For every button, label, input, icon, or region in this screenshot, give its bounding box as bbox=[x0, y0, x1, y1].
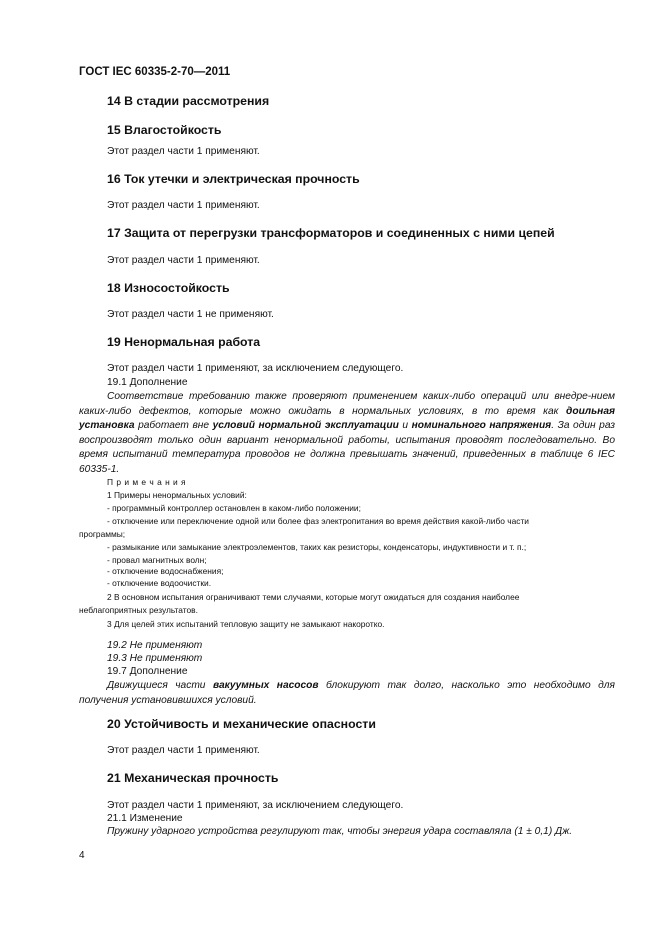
section-19-heading: 19 Ненормальная работа bbox=[107, 335, 261, 349]
subsection-19-3: 19.3 Не применяют bbox=[107, 653, 203, 664]
section-18-heading: 18 Износостойкость bbox=[107, 281, 230, 295]
section-17-heading: 17 Защита от перегрузки трансформаторов и соединенных с ними цепей bbox=[107, 226, 555, 240]
section-15-heading: 15 Влагостойкость bbox=[107, 123, 222, 137]
para-text: Движущиеся части bbox=[107, 680, 213, 691]
section-20-heading: 20 Устойчивость и механические опасности bbox=[107, 717, 376, 731]
section-18-text: Этот раздел части 1 не применяют. bbox=[107, 309, 274, 320]
section-16-text: Этот раздел части 1 применяют. bbox=[107, 200, 260, 211]
subsection-19-2: 19.2 Не применяют bbox=[107, 640, 203, 651]
para-text: работает вне bbox=[134, 420, 213, 432]
subsection-19-1: 19.1 Дополнение bbox=[107, 377, 188, 388]
note-bullet: - программный контроллер остановлен в каком-либо положении; bbox=[107, 503, 361, 513]
section-21-1-paragraph: Пружину ударного устройства регулируют так, чтобы энергия удара составляла (1 ± 0,1) Дж. bbox=[107, 826, 573, 837]
note-bullet: - отключение водоочистки. bbox=[107, 578, 212, 588]
term-milking-unit: доильная установка bbox=[79, 405, 615, 432]
note-bullet: - размыкание или замыкание электроэлементов, таких как резисторы, конденсаторы, индуктивности и т. п.; bbox=[107, 542, 527, 552]
term-vacuum-pumps: вакуумных насосов bbox=[212, 680, 319, 691]
section-17-text: Этот раздел части 1 применяют. bbox=[107, 255, 260, 266]
subsection-21-1: 21.1 Изменение bbox=[107, 813, 183, 824]
section-19-7-paragraph bbox=[79, 679, 615, 708]
para-text: блокируют так долго, насколько это необходимо для получения установившихся условий. bbox=[79, 680, 615, 706]
note-2: 2 В основном испытания ограничивают теми случаями, которые могут ожидаться для создания наиболее bbox=[107, 592, 520, 602]
section-21-text: Этот раздел части 1 применяют, за исключением следующего. bbox=[107, 800, 404, 811]
document-header: ГОСТ IEC 60335-2-70—2011 bbox=[79, 66, 231, 78]
section-15-text: Этот раздел части 1 применяют. bbox=[107, 146, 260, 157]
note-2-continuation: неблагоприятных результатов. bbox=[79, 605, 198, 615]
para-text: Соответствие требованию также проверяют применением каких-либо операций или внедре-нием каких-либо дефектов, которые можно ожидать в нормальных условиях, в то время как bbox=[79, 391, 615, 417]
section-19-text: Этот раздел части 1 применяют, за исключением следующего. bbox=[107, 363, 404, 374]
note-3: 3 Для целей этих испытаний тепловую защиту не замыкают накоротко. bbox=[107, 619, 385, 629]
page-number: 4 bbox=[79, 850, 85, 861]
section-19-1-paragraph bbox=[79, 390, 615, 478]
section-20-text: Этот раздел части 1 применяют. bbox=[107, 745, 260, 756]
note-bullet: - провал магнитных волн; bbox=[107, 555, 207, 565]
section-21-heading: 21 Механическая прочность bbox=[107, 771, 279, 785]
term-normal-operation: условий нормальной эксплуатации bbox=[212, 420, 399, 432]
subsection-19-7: 19.7 Дополнение bbox=[107, 666, 188, 677]
notes-title: П р и м е ч а н и я bbox=[107, 477, 187, 487]
note-bullet: - отключение водоснабжения; bbox=[107, 566, 224, 576]
section-14-heading: 14 В стадии рассмотрения bbox=[107, 94, 270, 108]
term-rated-voltage: номинального напряжения bbox=[411, 420, 552, 432]
section-16-heading: 16 Ток утечки и электрическая прочность bbox=[107, 172, 360, 186]
para-text: . За один раз воспроизводят только один вариант ненормальной работы, испытания проводят последовательно. Во время испытаний температура проводов не должна превышать значений, приведенных в таблице 6 IEC 60335-1. bbox=[79, 420, 616, 475]
note-1: 1 Примеры ненормальных условий: bbox=[107, 490, 247, 500]
note-bullet: - отключение или переключение одной или более фаз электропитания во время действия какой-либо части bbox=[107, 516, 529, 526]
para-text: и bbox=[398, 420, 412, 432]
note-bullet-continuation: программы; bbox=[79, 529, 126, 539]
